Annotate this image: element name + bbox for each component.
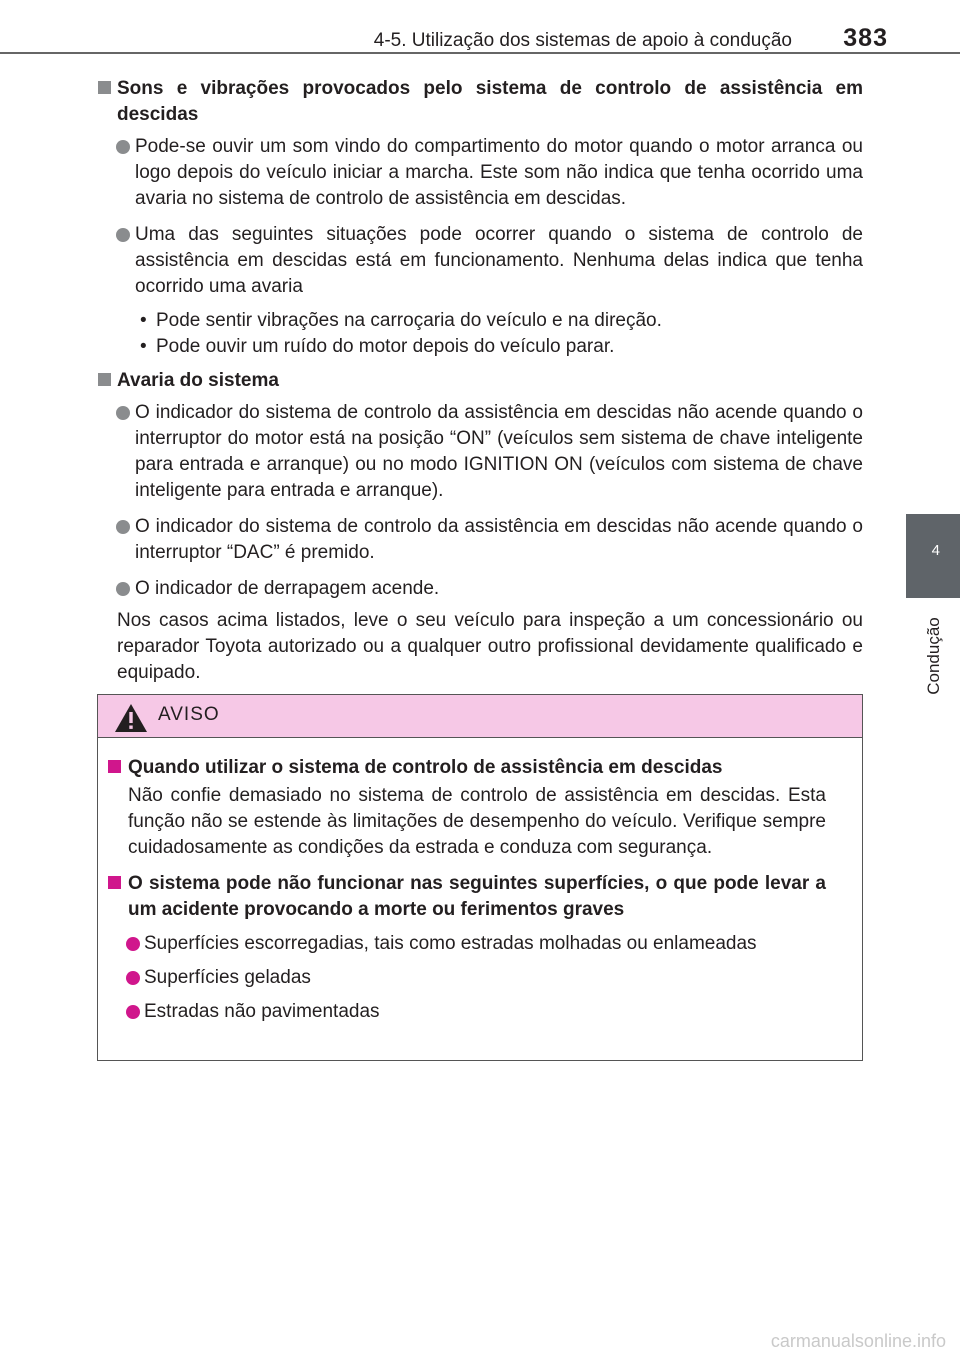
sub-list-item: • Pode ouvir um ruído do motor depois do veículo parar. [97,334,863,360]
warning-title: AVISO [158,704,220,725]
section-heading-sounds: Sons e vibrações provocados pelo sistema de controlo de assistência em descidas [97,76,863,128]
circle-bullet-icon [116,582,130,596]
section-title: 4-5. Utilização dos sistemas de apoio à condução [373,30,792,51]
square-bullet-icon [108,876,121,889]
circle-bullet-icon [126,971,140,985]
page-number: 383 [843,24,888,52]
circle-bullet-icon [116,520,130,534]
circle-bullet-icon [116,406,130,420]
list-item: Superfícies geladas [98,965,862,991]
section-heading-malfunction: Avaria do sistema [97,368,863,394]
chapter-label-wrap [920,606,948,706]
chapter-label: Condução [924,617,943,695]
list-item: Pode-se ouvir um som vindo do compartimento do motor quando o motor arranca ou logo depois do veículo iniciar a marcha. Este som não indica que tenha ocorrido uma avaria no sistema de controlo de assistência em descidas. [97,134,863,212]
warning-triangle-icon [114,703,148,733]
warning-body [98,755,862,1033]
chapter-number: 4 [931,542,940,559]
warning-box [97,694,863,1061]
list-item: O indicador do sistema de controlo da assistência em descidas não acende quando o interruptor do motor está na posição “ON” (veículos sem sistema de chave inteligente para entrada e arranque) ou no modo IGNITION ON (veículos com sistema de chave inteligente para entrada e arranque). [97,400,863,504]
main-content [97,76,863,686]
list-item: Estradas não pavimentadas [98,999,862,1025]
body-paragraph: Nos casos acima listados, leve o seu veículo para inspeção a um concessionário ou reparador Toyota autorizado ou a qualquer outro profissional devidamente qualificado e equipado. [117,610,863,683]
circle-bullet-icon [126,1005,140,1019]
watermark: carmanualsonline.info [770,1331,946,1351]
sub-list-item: • Pode sentir vibrações na carroçaria do veículo e na direção. [97,308,863,334]
circle-bullet-icon [116,140,130,154]
warning-heading-surfaces: O sistema pode não funcionar nas seguintes superfícies, o que pode levar a um acidente provocando a morte ou ferimentos graves [98,871,862,923]
square-bullet-icon [98,373,111,386]
warning-paragraph: Não confie demasiado no sistema de controlo de assistência em descidas. Esta função não se estende às limitações de desempenho do veículo. Verifique sempre cuidadosamente as condições da estrada e conduza com segurança. [128,785,826,858]
square-bullet-icon [98,81,111,94]
circle-bullet-icon [116,228,130,242]
warning-header [98,695,862,738]
list-item: O indicador de derrapagem acende. [97,576,863,602]
circle-bullet-icon [126,937,140,951]
list-item: Uma das seguintes situações pode ocorrer quando o sistema de controlo de assistência em descidas está em funcionamento. Nenhuma delas indica que tenha ocorrido uma avaria [97,222,863,300]
list-item: Superfícies escorregadias, tais como estradas molhadas ou enlameadas [98,931,862,957]
list-item: O indicador do sistema de controlo da assistência em descidas não acende quando o interruptor “DAC” é premido. [97,514,863,566]
dot-bullet-icon: • [140,336,147,357]
dot-bullet-icon: • [140,310,147,331]
warning-heading-usage: Quando utilizar o sistema de controlo de assistência em descidas [98,755,862,781]
header-divider [0,52,960,54]
square-bullet-icon [108,760,121,773]
